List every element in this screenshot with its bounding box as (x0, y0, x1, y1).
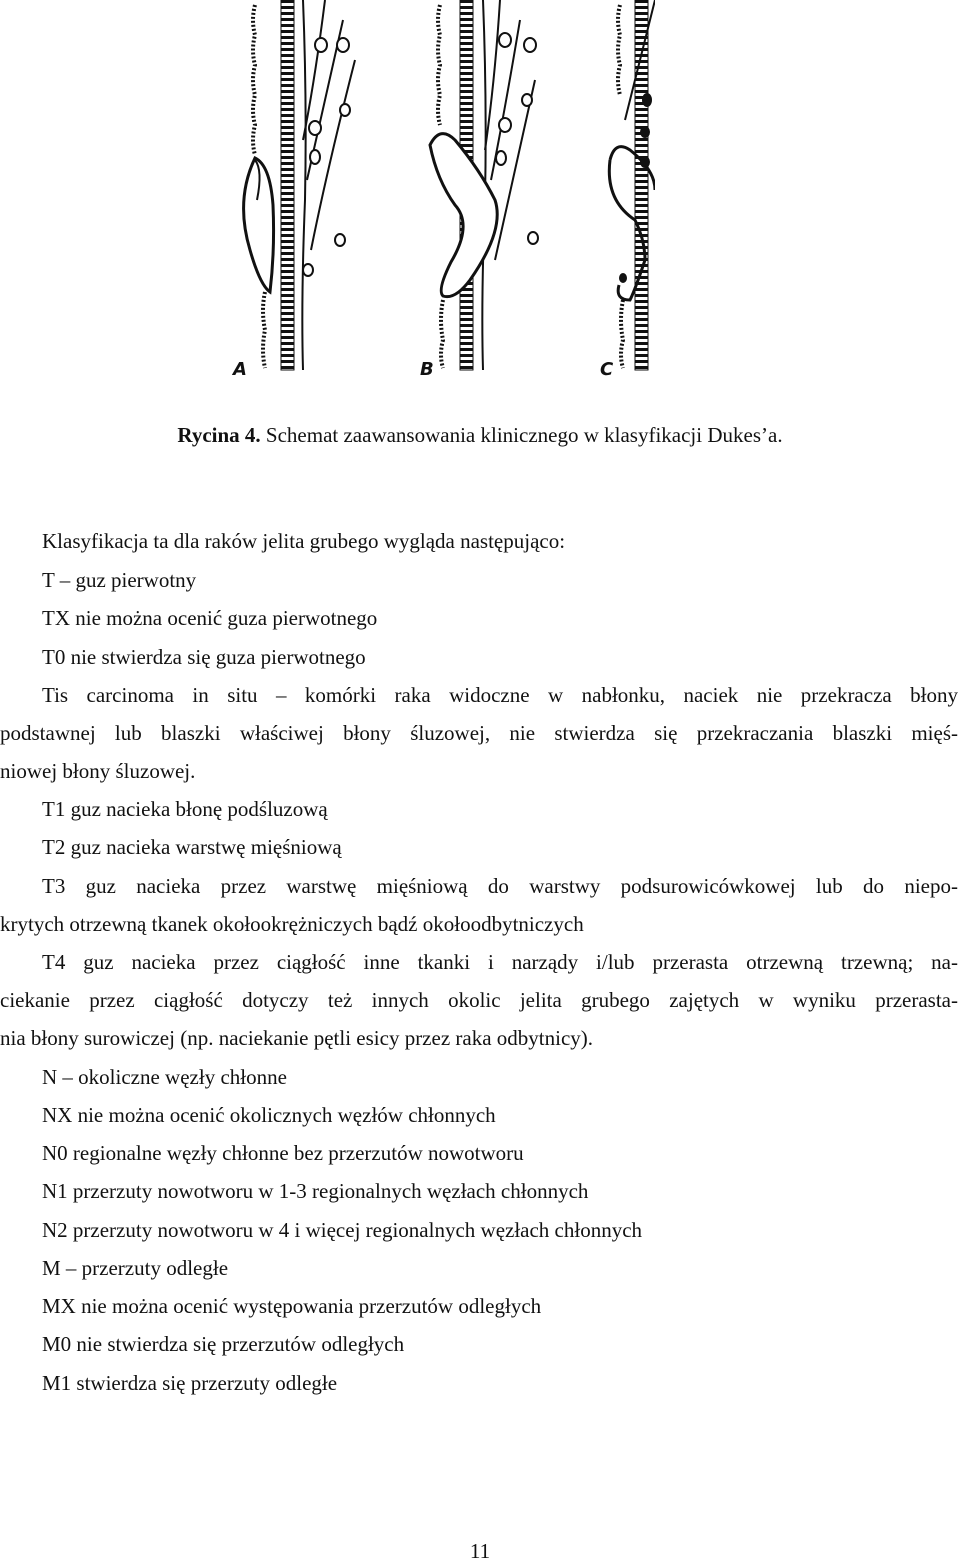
text-line: NX nie można ocenić okolicznych węzłów chłonnych (42, 1103, 496, 1127)
panel-b (420, 0, 538, 380)
text-line: T4 guz nacieka przez ciągłość inne tkanki i narządy i/lub przerasta otrzewną trzewną; na- (42, 950, 958, 974)
text-line: N2 przerzuty nowotworu w 4 i więcej regionalnych węzłach chłonnych (42, 1218, 643, 1242)
text-line: N0 regionalne węzły chłonne bez przerzutów nowotworu (42, 1141, 524, 1165)
text-line: M1 stwierdza się przerzuty odległe (42, 1371, 338, 1395)
text-line: T2 guz nacieka warstwę mięśniową (42, 835, 342, 859)
figure-caption (0, 422, 960, 448)
text-line: T3 guz nacieka przez warstwę mięśniową do warstwy podsurowicówkowej lub do niepo- (42, 874, 958, 898)
text-line: T0 nie stwierdza się guza pierwotnego (42, 645, 366, 669)
panel-a-label: A (233, 359, 247, 380)
text-line: TX nie można ocenić guza pierwotnego (42, 606, 378, 630)
text-line: MX nie można ocenić występowania przerzutów odległych (42, 1294, 542, 1318)
panel-c (600, 0, 655, 380)
panel-a (231, 0, 355, 380)
text-line: T1 guz nacieka błonę podśluzową (42, 797, 328, 821)
text-line: niowej błony śluzowej. (0, 759, 196, 783)
text-line: N – okoliczne węzły chłonne (42, 1065, 287, 1089)
text-line: Klasyfikacja ta dla raków jelita grubego wygląda następująco: (42, 529, 566, 553)
caption-text: Schemat zaawansowania klinicznego w klasyfikacji Dukes’a. (265, 423, 783, 447)
text-line: M – przerzuty odległe (42, 1256, 229, 1280)
text-line: nia błony surowiczej (np. naciekanie pętli esicy przez raka odbytnicy). (0, 1026, 594, 1050)
text-line: podstawnej lub blaszki właściwej błony śluzowej, nie stwierdza się przekraczania blaszki mięś- (0, 721, 958, 745)
text-line: T – guz pierwotny (42, 568, 197, 592)
text-line: Tis carcinoma in situ – komórki raka widoczne w nabłonku, naciek nie przekracza błony (42, 683, 958, 707)
text-line: N1 przerzuty nowotworu w 1-3 regionalnych węzłach chłonnych (42, 1179, 589, 1203)
text-line: M0 nie stwierdza się przerzutów odległych (42, 1332, 405, 1356)
text-line: ciekanie przez ciągłość dotyczy też innych okolic jelita grubego zajętych w wyniku przerasta- (0, 988, 958, 1012)
panel-c-label: C (600, 359, 614, 380)
panel-b-label: B (420, 359, 434, 380)
dukes-stage-figure (215, 0, 655, 385)
text-line: krytych otrzewną tkanek okołookrężniczych bądź okołoodbytniczych (0, 912, 584, 936)
caption-label: Rycina 4. (177, 423, 261, 447)
page-number: 11 (469, 1539, 491, 1563)
